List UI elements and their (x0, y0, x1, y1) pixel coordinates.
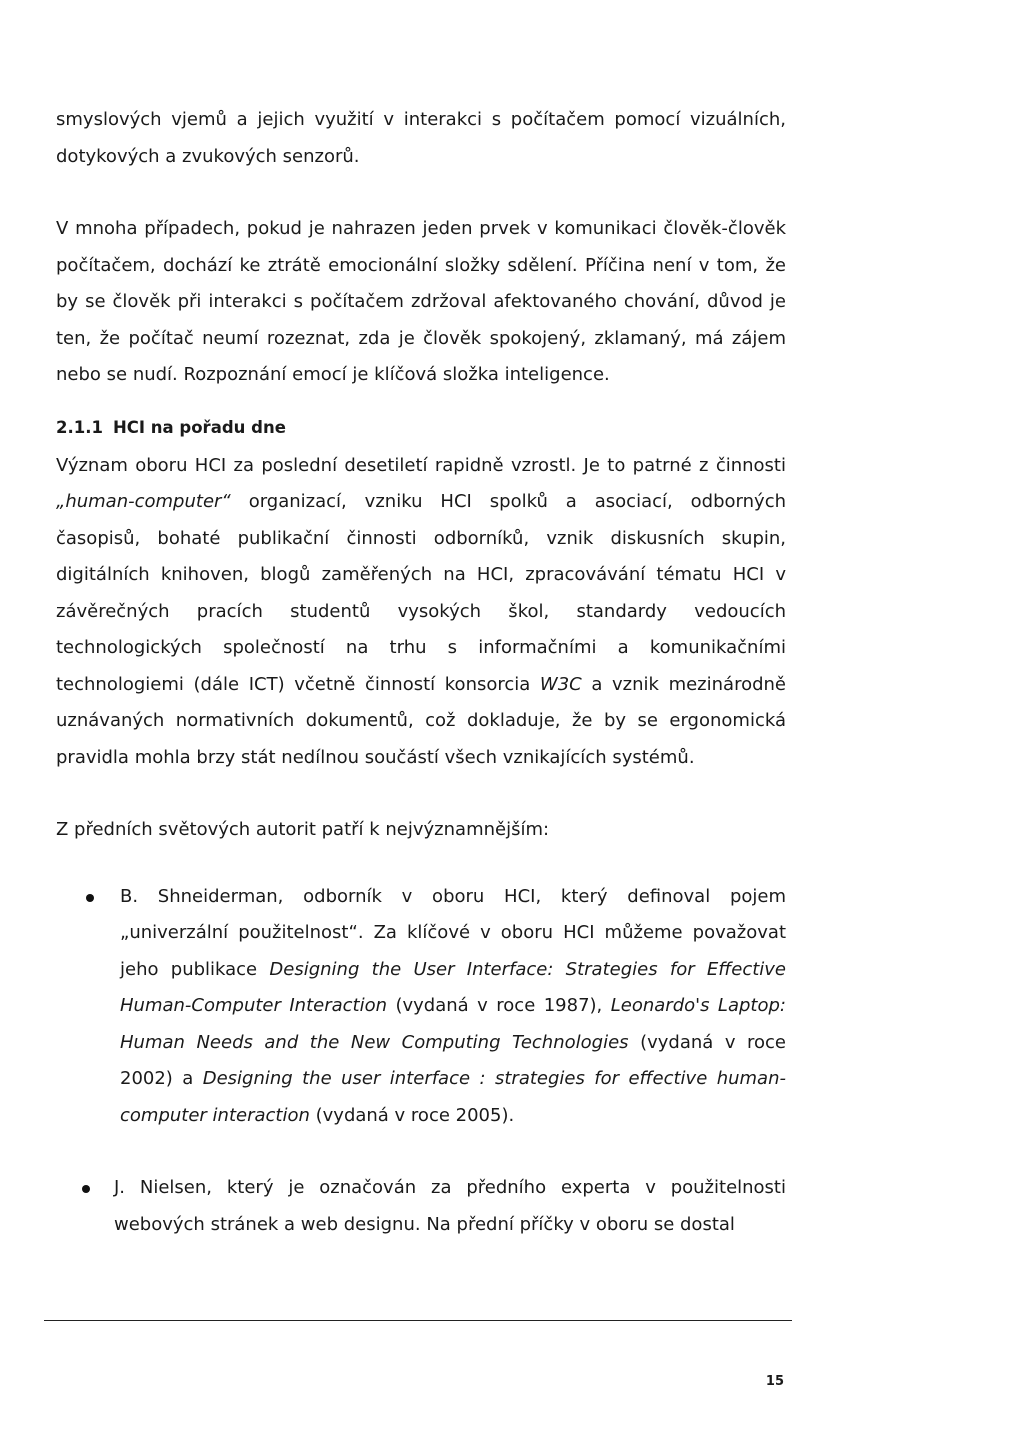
bullet-icon (86, 894, 94, 902)
text-run: J. Nielsen, který je označován za předního experta v použitelnosti webových stránek a web designu. Na přední příčky v oboru se dostal (114, 1177, 786, 1235)
footnote-divider (44, 1320, 792, 1321)
text-run: B. Shneiderman, odborník v oboru HCI, který definoval pojem „univerzální použitelnost“. Za klíčové v oboru HCI můžeme považovat jeho publikace (120, 885, 786, 980)
paragraph-senses: smyslových vjemů a jejich využití v interakci s počítačem pomocí vizuálních, dotykových a zvukových senzorů. (56, 109, 786, 167)
italic-run: Designing the User Interface: Strategies for Effective Human-Computer Interaction (120, 958, 787, 1016)
text-run: Význam oboru HCI za poslední desetiletí rapidně vzrostl. Je to patrné z činnosti (56, 454, 786, 476)
text-run: (vydaná v roce 1987), (387, 995, 611, 1016)
italic-run: W3C (539, 673, 582, 695)
text-run: (vydaná v roce 2002) a (120, 1031, 787, 1089)
italic-run: Leonardo's Laptop: Human Needs and the New Computing Technologies (120, 995, 786, 1053)
text-run: a vznik mezinárodně uznávaných normativních dokumentů, což dokladuje, že by se ergonomická pravidla mohla brzy stát nedílnou součástí všech vznikajících systémů. (56, 673, 786, 768)
section-title-text: HCI na pořadu dne (112, 417, 286, 437)
italic-run: Designing the user interface : strategies for effective human-computer interaction (120, 1068, 786, 1126)
text-run: organizací, vzniku HCI spolků a asociací, odborných časopisů, bohaté publikační činnosti odborníků, vznik diskusních skupin, digitálních knihoven, blogů zaměřených na HCI, zpracovávání tématu HCI v závěrečných pracích studentů vysokých škol, standardy vedoucích technologických společností na trhu s informačními a komunikačními technologiemi (dále ICT) včetně činností konsorcia (56, 491, 786, 695)
page-body (56, 102, 786, 1402)
authorities-list (56, 879, 786, 1244)
page-number: 15 (765, 1374, 784, 1389)
section-title (56, 416, 786, 440)
section-heading (56, 416, 786, 440)
paragraph-hci-importance (56, 448, 786, 777)
paragraph-emotions: V mnoha případech, pokud je nahrazen jeden prvek v komunikaci člověk-člověk počítačem, dochází ke ztrátě emocionální složky sdělení. Příčina není v tom, že by se člověk při interakci s počítačem zdržoval afektovaného chování, důvod je ten, že počítač neumí rozeznat, zda je člověk spokojený, zklamaný, má zájem nebo se nudí. Rozpoznání emocí je klíčová složka inteligence. (56, 218, 786, 385)
list-item-nielsen (56, 1170, 786, 1243)
italic-run: „human-computer“ (56, 491, 231, 512)
paragraph-authorities: Z předních světových autorit patří k nejvýznamnějším: (56, 819, 550, 840)
section-number: 2.1.1 (56, 417, 103, 437)
text-run: (vydaná v roce 2005). (309, 1104, 515, 1126)
list-item-shneiderman (56, 879, 786, 1135)
bullet-icon (82, 1185, 90, 1193)
